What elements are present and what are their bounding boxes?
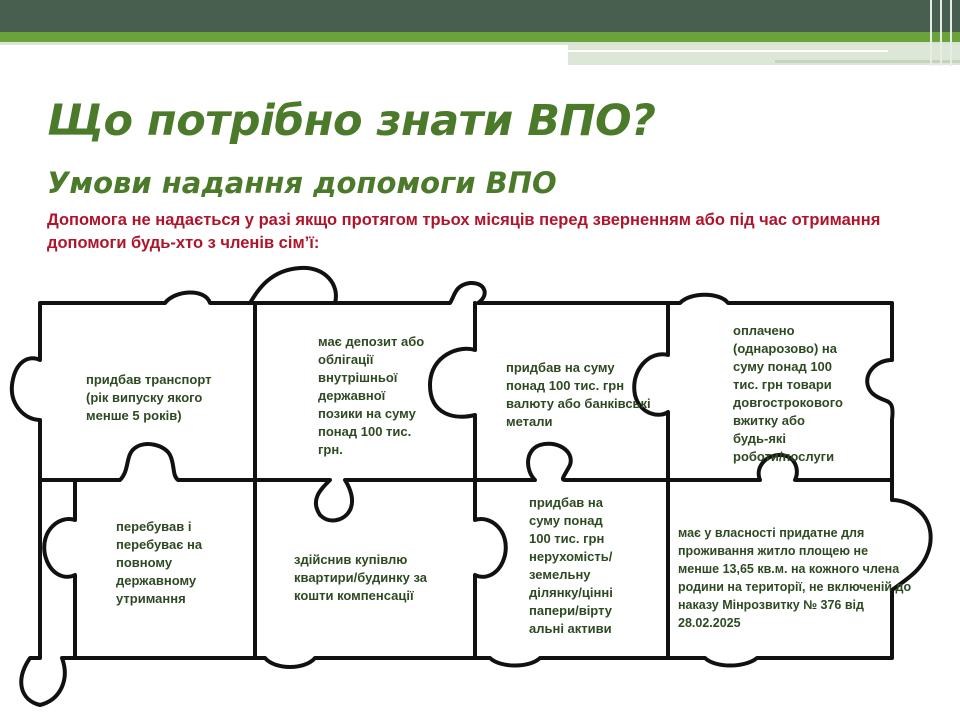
puzzle-divider: [250, 268, 336, 303]
puzzle-piece-text: має депозит або облігації внутрішньої державної позики на суму понад 100 тис. грн.: [318, 334, 425, 457]
puzzle-divider: [44, 480, 75, 658]
puzzle-piece-text: перебував і перебуває на повному державному утримання: [116, 519, 203, 606]
puzzle-piece-text: придбав транспорт (рік випуску якого менше 5 років): [86, 372, 212, 423]
puzzle-divider: [430, 303, 475, 480]
puzzle-piece-text: має у власності придатне для проживання житло площею не менше 13,65 кв.м. на кожного члена родини на території, не включеній до наказу Мінрозвитку № 376 від 28.02.2025: [678, 526, 912, 630]
puzzle-piece-text: придбав на суму понад 100 тис. грн валюту або банківські метали: [506, 360, 651, 429]
puzzle-piece-text: оплачено (однарозово) на суму понад 100 тис. грн товари довгострокового вжитку або будь-які роботи/послуги: [733, 323, 843, 464]
puzzle-piece-text: здійснив купівлю квартири/будинку за кошти компенсації: [294, 552, 427, 603]
slide-subtitle: Умови надання допомоги ВПО: [47, 166, 557, 200]
puzzle-divider: [475, 480, 506, 658]
intro-text: Допомога не надається у разі якщо протягом трьох місяців перед зверненням або під час отримання допомоги будь-хто з членів сім’ї:: [47, 211, 881, 252]
puzzle-piece-text: придбав на суму понад 100 тис. грн нерухомість/ земельну ділянку/цінні папери/вірту альні активи: [529, 495, 613, 636]
slide-title: Що потрібно знати ВПО?: [47, 96, 656, 146]
